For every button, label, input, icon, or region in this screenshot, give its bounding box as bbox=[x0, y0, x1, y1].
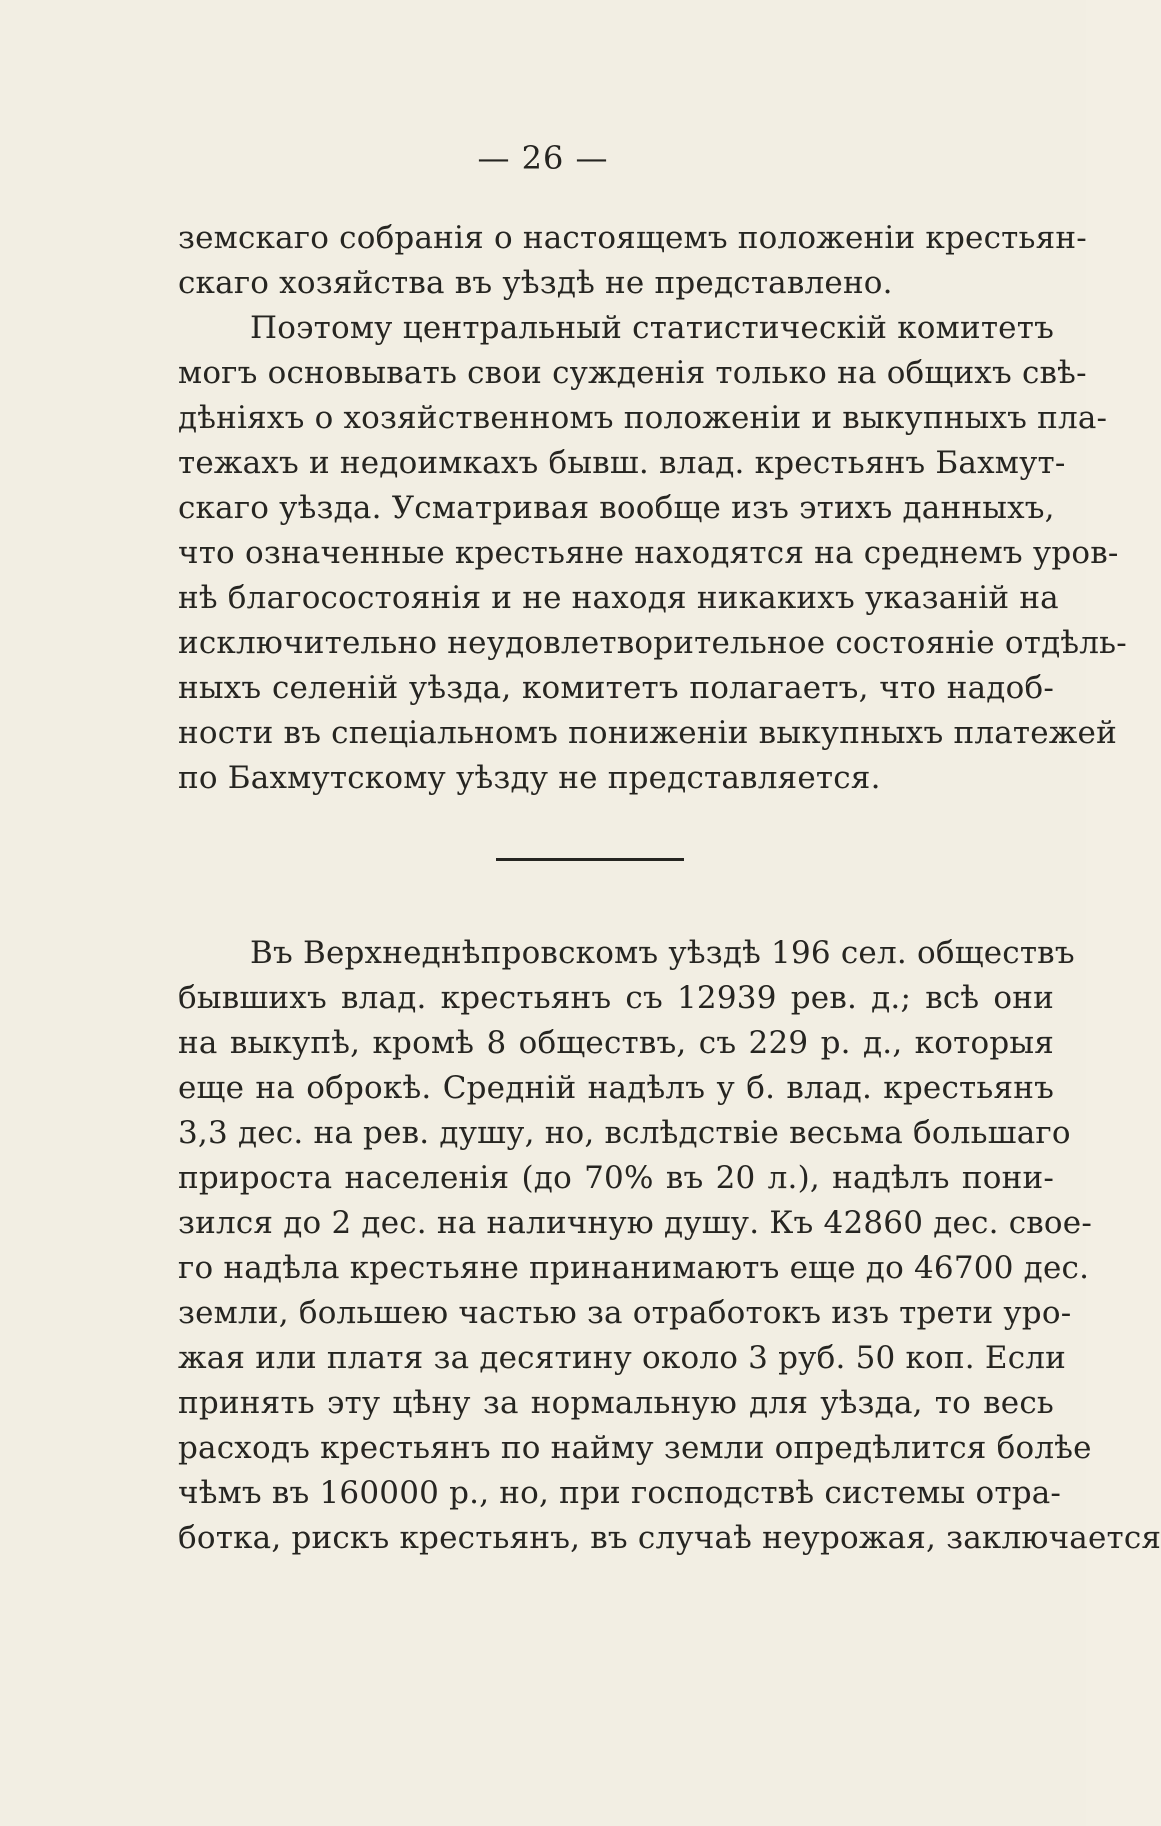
text-line: могъ основывать свои сужденія только на общихъ свѣ- bbox=[178, 355, 1087, 391]
text-line: еще на оброкѣ. Средній надѣлъ у б. влад. крестьянъ bbox=[178, 1070, 1054, 1106]
text-line: дѣніяхъ о хозяйственномъ положеніи и выкупныхъ пла- bbox=[178, 400, 1108, 436]
text-line: ности въ спеціальномъ пониженіи выкупныхъ платежей bbox=[178, 715, 1117, 751]
page-number: — 26 — bbox=[477, 139, 609, 177]
text-line: земскаго собранія о настоящемъ положеніи крестьян- bbox=[178, 220, 1087, 256]
text-line: расходъ крестьянъ по найму земли опредѣлится болѣе bbox=[178, 1430, 1092, 1466]
text-line: земли, большею частью за отработокъ изъ трети уро- bbox=[178, 1295, 1072, 1331]
text-line: Поэтому центральный статистическій комитетъ bbox=[250, 310, 1054, 346]
text-line: зился до 2 дес. на наличную душу. Къ 42860 дес. свое- bbox=[178, 1205, 1092, 1241]
text-line: исключительно неудовлетворительное состояніе отдѣль- bbox=[178, 625, 1127, 661]
text-line: го надѣла крестьяне принанимаютъ еще до 46700 дес. bbox=[178, 1250, 1090, 1286]
text-line: бывшихъ влад. крестьянъ съ 12939 рев. д.; всѣ они bbox=[178, 980, 1054, 1016]
text-line: чѣмъ въ 160000 р., но, при господствѣ системы отра- bbox=[178, 1475, 1062, 1511]
text-line: ботка, рискъ крестьянъ, въ случаѣ неурожая, заключается bbox=[178, 1520, 1161, 1556]
text-line: прироста населенія (до 70% въ 20 л.), надѣлъ пони- bbox=[178, 1160, 1054, 1196]
section-divider bbox=[496, 858, 684, 861]
text-line: жая или платя за десятину около 3 руб. 50 коп. Если bbox=[178, 1340, 1067, 1376]
text-line: скаго хозяйства въ уѣздѣ не представлено. bbox=[178, 265, 893, 301]
text-line: что означенные крестьяне находятся на среднемъ уров- bbox=[178, 535, 1119, 571]
bleed-through-text bbox=[178, 894, 1054, 928]
text-line: Въ Верхнеднѣпровскомъ уѣздѣ 196 сел. обществъ bbox=[250, 935, 1075, 971]
bleed-through-text bbox=[178, 814, 1054, 848]
text-line: по Бахмутскому уѣзду не представляется. bbox=[178, 760, 881, 796]
text-line: ныхъ селеній уѣзда, комитетъ полагаетъ, что надоб- bbox=[178, 670, 1054, 706]
text-line: принять эту цѣну за нормальную для уѣзда, то весь bbox=[178, 1385, 1054, 1421]
text-line: на выкупѣ, кромѣ 8 обществъ, съ 229 р. д., которыя bbox=[178, 1025, 1054, 1061]
text-line: нѣ благосостоянія и не находя никакихъ указаній на bbox=[178, 580, 1059, 616]
text-line: 3,3 дес. на рев. душу, но, вслѣдствіе весьма большаго bbox=[178, 1115, 1071, 1151]
text-line: тежахъ и недоимкахъ бывш. влад. крестьянъ Бахмут- bbox=[178, 445, 1066, 481]
text-line: скаго уѣзда. Усматривая вообще изъ этихъ данныхъ, bbox=[178, 490, 1055, 526]
